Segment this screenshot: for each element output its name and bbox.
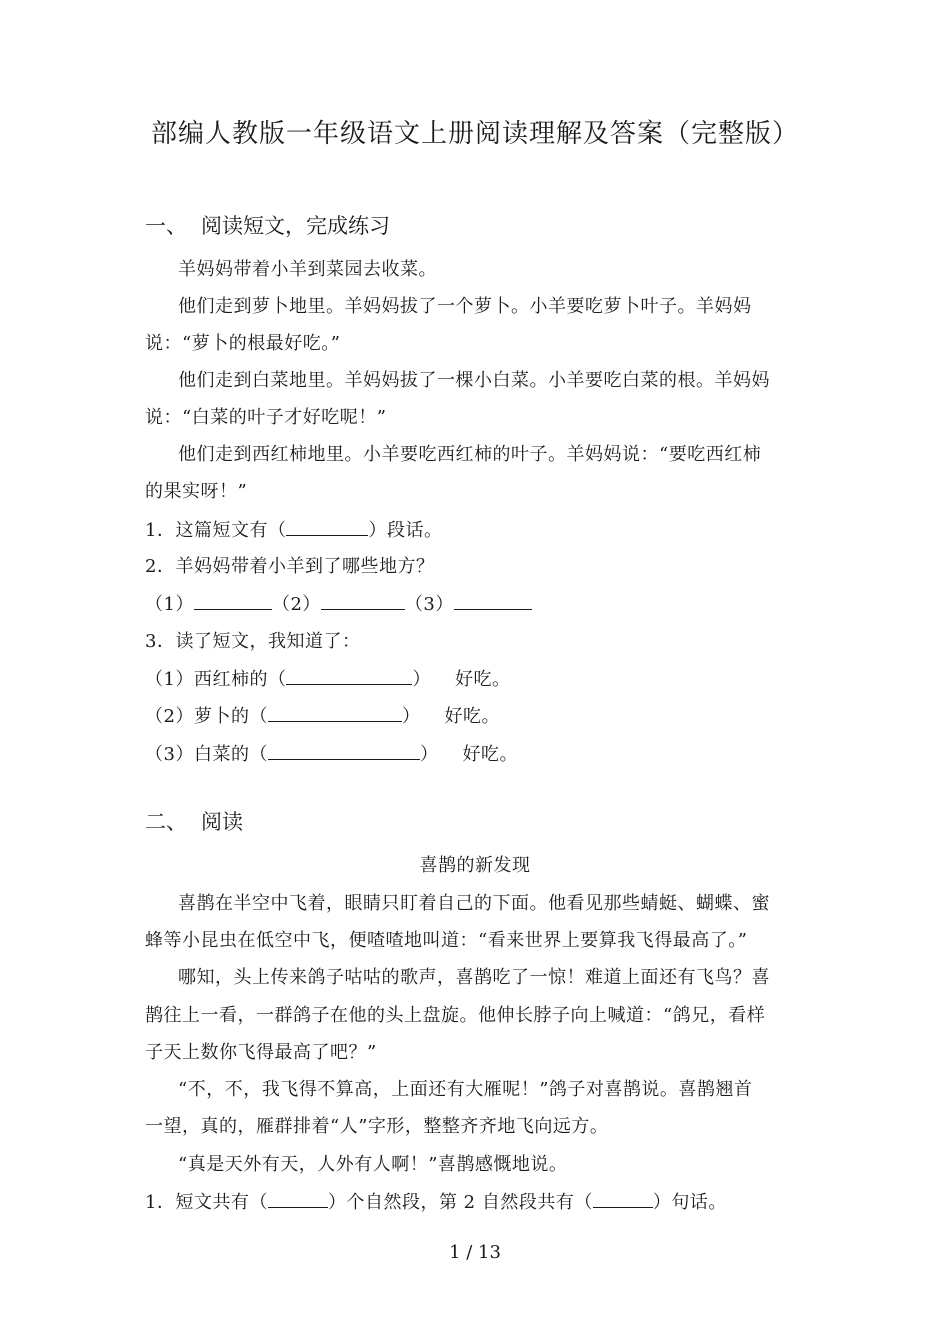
section-1-number: 一、 (145, 214, 187, 238)
question-1-3-c (145, 741, 805, 768)
question-text: 1．短文共有（ (145, 1192, 268, 1213)
question-text: 1．这篇短文有（ (145, 520, 287, 541)
section-2-title: 阅读 (201, 810, 243, 834)
answer-blank[interactable] (593, 1189, 653, 1208)
section-1-heading (145, 211, 390, 241)
question-1-3: 3．读了短文，我知道了： (145, 631, 361, 652)
answer-blank[interactable] (321, 591, 405, 610)
question-text: ） (419, 744, 439, 765)
passage-1-line: 他们走到萝卜地里。羊妈妈拔了一个萝卜。小羊要吃萝卜叶子。羊妈妈 (178, 296, 752, 317)
passage-1-line: 他们走到西红柿地里。小羊要吃西红柿的叶子。羊妈妈说：“要吃西红柿 (178, 444, 762, 465)
question-text: 好吃。 (454, 669, 511, 690)
question-1-2: 2．羊妈妈带着小羊到了哪些地方？ (145, 556, 435, 577)
question-text: ）段话。 (368, 520, 443, 541)
section-2-heading (145, 807, 243, 837)
passage-1-line: 他们走到白菜地里。羊妈妈拔了一棵小白菜。小羊要吃白菜的根。羊妈妈 (178, 370, 770, 391)
question-1-2-options (145, 591, 805, 618)
passage-1-line: 羊妈妈带着小羊到菜园去收菜。 (178, 259, 437, 280)
answer-blank[interactable] (268, 703, 402, 722)
question-text: 好吃。 (462, 744, 518, 765)
passage-2-line: 一望，真的，雁群排着“人”字形，整整齐齐地飞向远方。 (145, 1116, 609, 1137)
answer-blank[interactable] (268, 1189, 328, 1208)
passage-2-line: “真是天外有天，人外有人啊！”喜鹊感慨地说。 (178, 1154, 568, 1175)
answer-blank[interactable] (454, 591, 532, 610)
section-2-number: 二、 (145, 810, 187, 834)
question-1-3-b (145, 703, 805, 730)
passage-2-line: 哪知，头上传来鸽子咕咕的歌声，喜鹊吃了一惊！难道上面还有飞鸟？喜 (178, 967, 770, 988)
question-2-1 (145, 1189, 805, 1216)
option-label: （2） (271, 594, 321, 615)
question-text: （3）白菜的（ (145, 744, 268, 765)
option-label: （3） (404, 594, 454, 615)
passage-2-line: 鹊往上一看，一群鸽子在他的头上盘旋。他伸长脖子向上喊道：“鸽兄，看样 (145, 1005, 766, 1026)
passage-2-line: 蜂等小昆虫在低空中飞，便喳喳地叫道：“看来世界上要算我飞得最高了。” (145, 930, 748, 951)
option-label: （1） (145, 594, 194, 615)
page-number: 1 / 13 (449, 1242, 501, 1263)
question-text: （2）萝卜的（ (145, 706, 268, 727)
story-title: 喜鹊的新发现 (419, 855, 531, 876)
passage-2-line: 子天上数你飞得最高了吧？” (145, 1042, 377, 1063)
passage-1-line: 的果实呀！” (145, 481, 248, 502)
document-title: 部编人教版一年级语文上册阅读理解及答案（完整版） (150, 119, 799, 149)
answer-blank[interactable] (286, 666, 412, 685)
question-text: （1）西红柿的（ (145, 669, 287, 690)
question-text: ） (401, 706, 421, 727)
answer-blank[interactable] (194, 591, 272, 610)
question-text: ）句话。 (652, 1192, 727, 1213)
passage-2-line: 喜鹊在半空中飞着，眼睛只盯着自己的下面。他看见那些蜻蜓、蝴蝶、蜜 (178, 893, 770, 914)
question-1-3-a (145, 666, 805, 693)
answer-blank[interactable] (268, 741, 420, 760)
question-1-1 (145, 517, 805, 544)
passage-1-line: 说：“白菜的叶子才好吃呢！” (145, 407, 387, 428)
question-text: ） (412, 669, 431, 690)
section-1-title: 阅读短文，完成练习 (201, 214, 390, 238)
answer-blank[interactable] (286, 517, 368, 536)
passage-1-line: 说：“萝卜的根最好吃。” (145, 333, 341, 354)
question-text: ）个自然段，第 2 自然段共有（ (327, 1192, 593, 1213)
question-text: 好吃。 (444, 706, 500, 727)
passage-2-line: “不，不，我飞得不算高，上面还有大雁呢！”鸽子对喜鹊说。喜鹊翘首 (178, 1079, 753, 1100)
